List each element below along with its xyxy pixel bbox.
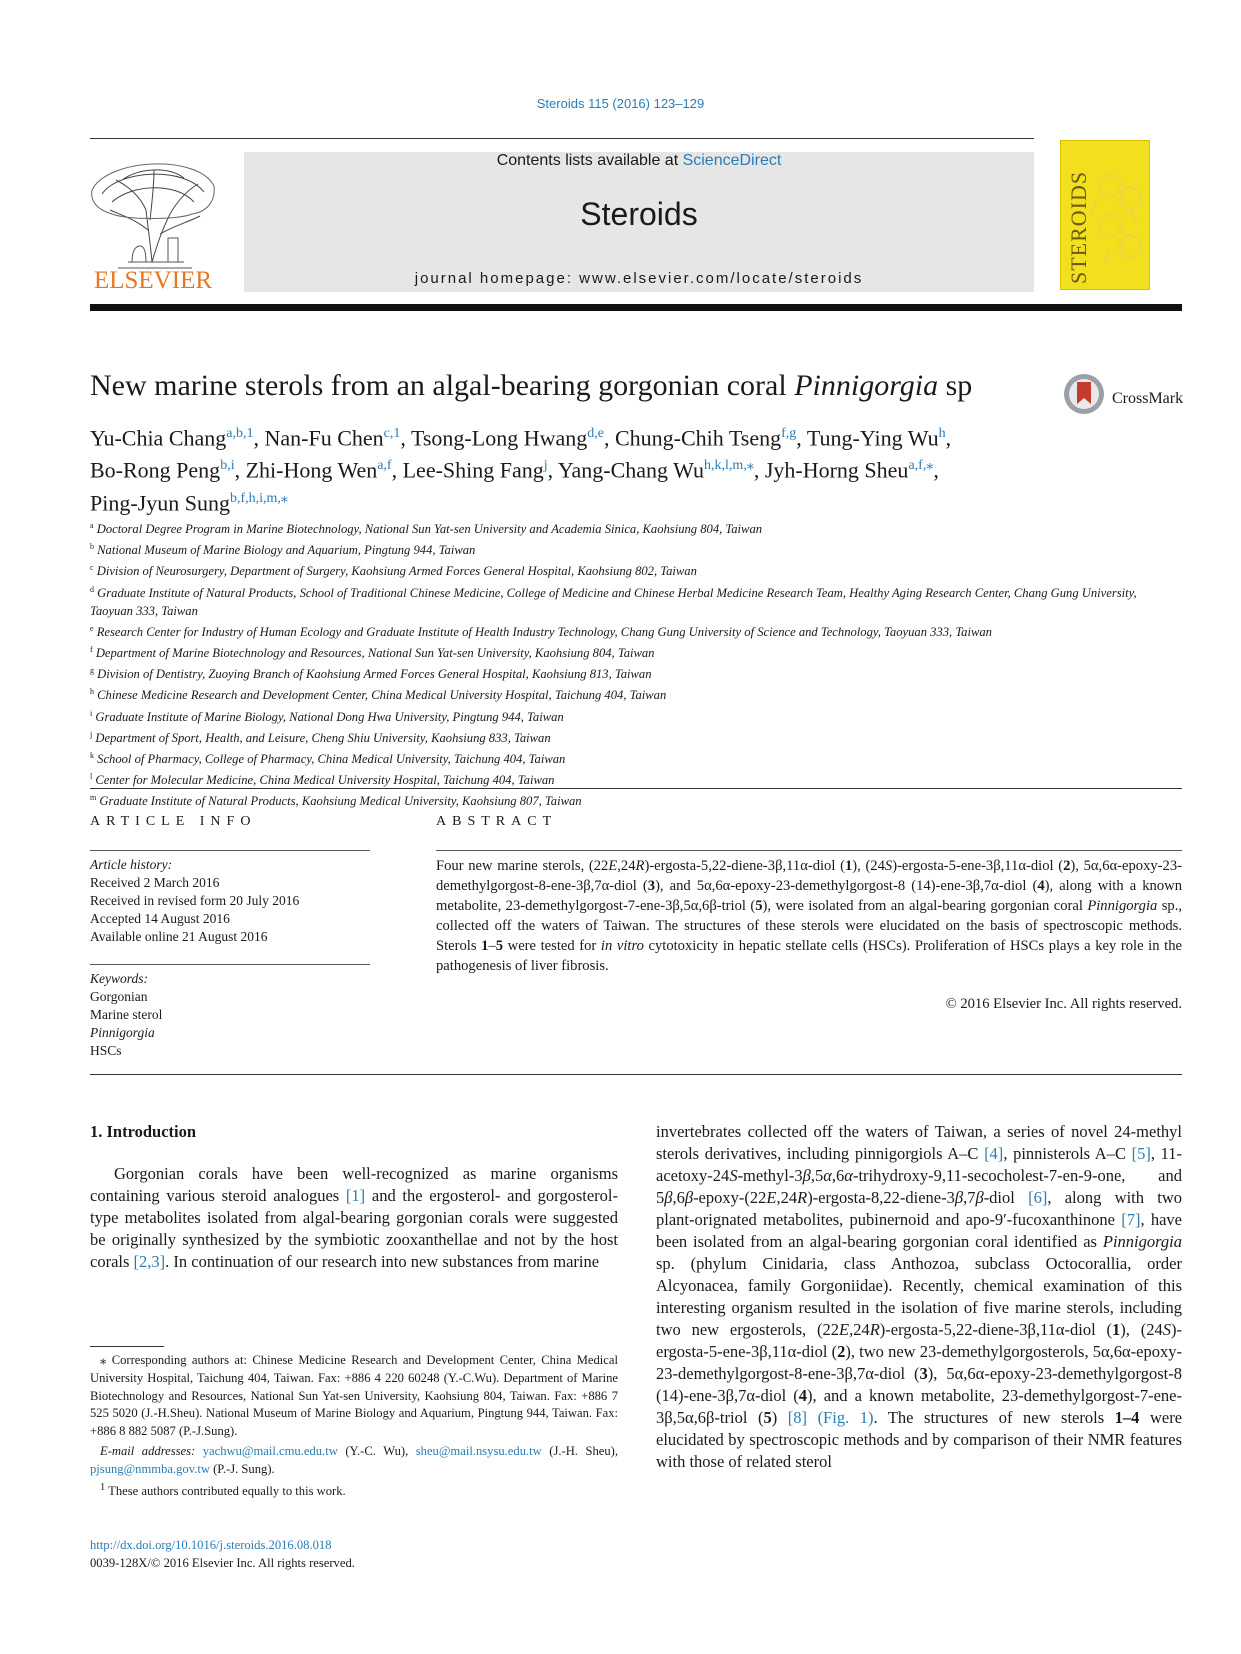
affiliation-text: School of Pharmacy, College of Pharmacy, China Medical University, Taichung 404, Taiwan <box>97 752 566 767</box>
affiliation-key: k <box>90 750 94 760</box>
author-name[interactable]: Zhi-Hong Wen <box>245 457 378 483</box>
affiliation-key: a <box>90 521 94 530</box>
history-item: Received in revised form 20 July 2016 <box>90 893 300 908</box>
affiliation <box>90 747 1182 768</box>
doi-link[interactable]: http://dx.doi.org/10.1016/j.steroids.2016.08.018 <box>90 1538 332 1552</box>
affiliation <box>90 705 1182 726</box>
author-list <box>90 420 1182 517</box>
info-rule <box>90 850 370 851</box>
info-rule <box>90 964 370 965</box>
abstract-copyright: © 2016 Elsevier Inc. All rights reserved. <box>945 996 1182 1012</box>
affiliation-text: Division of Dentistry, Zuoying Branch of Kaohsiung Armed Forces General Hospital, Kaohsiung 813, Taiwan <box>97 667 652 682</box>
reference-link[interactable]: [4] <box>984 1144 1004 1163</box>
svg-text:ELSEVIER: ELSEVIER <box>93 267 213 292</box>
affiliation-text: Graduate Institute of Natural Products, Kaohsiung Medical University, Kaohsiung 807, Taiwan <box>99 794 582 809</box>
reference-link[interactable]: [6] <box>1028 1188 1048 1207</box>
author-affiliation-marks[interactable]: j <box>543 458 548 474</box>
affiliation-text: Chinese Medicine Research and Development Center, China Medical University Hospital, Taichung 404, Taiwan <box>97 688 667 703</box>
crossmark-label: CrossMark <box>1112 390 1184 407</box>
author-affiliation-marks[interactable]: d,e <box>587 426 604 441</box>
journal-reference-link[interactable]: Steroids 115 (2016) 123–129 <box>536 96 705 111</box>
affiliation-text: National Museum of Marine Biology and Aquarium, Pingtung 944, Taiwan <box>97 543 476 558</box>
affiliation-text: Graduate Institute of Marine Biology, National Dong Hwa University, Pingtung 944, Taiwan <box>95 709 564 724</box>
author-separator: , <box>945 425 952 451</box>
affiliation-key: m <box>90 793 97 803</box>
keyword: Gorgonian <box>90 989 148 1004</box>
reference-link[interactable]: [1] <box>345 1186 366 1205</box>
author-separator: , <box>400 425 411 451</box>
author-name[interactable]: Ping-Jyun Sung <box>90 489 230 515</box>
author-affiliation-marks[interactable]: c,1 <box>383 426 401 441</box>
keywords <box>90 970 380 1060</box>
affiliation-key: f <box>90 644 93 654</box>
affiliation <box>90 559 1182 580</box>
affiliation <box>90 683 1182 704</box>
affiliation <box>90 768 1182 789</box>
article-info-heading: ARTICLE INFO <box>90 814 257 829</box>
affiliation-key: b <box>90 542 94 552</box>
title-prefix: New marine sterols from an algal-bearing gorgonian coral <box>90 369 795 402</box>
keyword: HSCs <box>90 1043 122 1058</box>
author-affiliation-marks[interactable]: f,g <box>781 426 797 441</box>
contents-line <box>244 152 1034 170</box>
reference-link[interactable]: [8] <box>787 1408 808 1427</box>
email-link[interactable]: sheu@mail.nsysu.edu.tw <box>415 1443 542 1458</box>
affiliation-key: e <box>90 623 94 633</box>
affiliation-key: d <box>90 584 94 594</box>
affiliation <box>90 726 1182 747</box>
section-rule <box>90 788 1182 789</box>
affiliation <box>90 662 1182 683</box>
author-name[interactable]: Nan-Fu Chen <box>264 425 384 451</box>
introduction-heading: 1. Introduction <box>90 1122 197 1141</box>
affiliation <box>90 641 1182 662</box>
author-affiliation-marks[interactable]: a,b,1 <box>226 426 254 441</box>
author-affiliation-marks[interactable]: b,i <box>220 458 235 474</box>
affiliation-list <box>90 517 1182 810</box>
affiliation-key: g <box>90 666 94 676</box>
affiliation-text: Department of Sport, Health, and Leisure, Cheng Shiu University, Kaohsiung 833, Taiwan <box>95 730 551 745</box>
history-item: Received 2 March 2016 <box>90 875 220 890</box>
author-affiliation-marks[interactable]: b,f,h,i,m,⁎ <box>229 490 288 506</box>
keyword: Marine sterol <box>90 1007 163 1022</box>
footnote-rule <box>90 1346 164 1347</box>
issn-line: 0039-128X/© 2016 Elsevier Inc. All rights reserved. <box>90 1556 355 1570</box>
article-history <box>90 856 380 946</box>
reference-link[interactable]: [7] <box>1121 1210 1141 1229</box>
author-name[interactable]: Chung-Chih Tseng <box>614 425 782 451</box>
affiliation-key: j <box>90 729 93 739</box>
author-separator: , <box>391 457 403 483</box>
history-item: Accepted 14 August 2016 <box>90 911 230 926</box>
header-top-rule <box>90 138 1034 139</box>
affiliation-text: Doctoral Degree Program in Marine Biotechnology, National Sun Yat-sen University and Academia Sinica, Kaohsiung 804, Taiwan <box>96 522 763 537</box>
author-separator: , <box>603 425 615 451</box>
footnotes: ⁎ Corresponding authors at: Chinese Medicine Research and Development Center, China Medical University Hospital, Taichung 404, Taiwan. Fax: +886 4 220 60248 (Y.-C.Wu). Department of Marine Biotechnology and Resources, National Sun Yat-sen University, Kaohsiung 804, Taiwan. Fax: +886 7 525 5020 (J.-H.Sheu). National Museum of Marine Biology and Aquarium, Pingtung 944, Taiwan. Fax: +886 8 882 5087 (P.-J.Sung). E-mail addresses: yachwu@mail.cmu.edu.tw (Y.-C. Wu), sheu@mail.nsysu.edu.tw (J.-H. Sheu), pjsung@nmmba.gov.tw (P.-J. Sung). $^1$ These authors contributed equally to this work. <box>90 1353 619 1498</box>
author-name[interactable]: Bo-Rong Peng <box>90 457 221 483</box>
author-separator: , <box>234 457 246 483</box>
affiliation-text: Department of Marine Biotechnology and Resources, National Sun Yat-sen University, Kaohsiung 804, Taiwan <box>95 646 655 661</box>
affiliation-key: i <box>90 708 93 718</box>
abstract-text: Four new marine sterols, (22E,24R)-ergosta-5,22-diene-3β,11α-diol (1), (24S)-ergosta-5-ene-3β,11α-diol (2), 5α,6α-epoxy-23-demethylgorgost-8-ene-3β,7α-diol (3), and 5α,6α-epoxy-23-demethylgorgost-8 (14)-ene-3β,7α-diol (4), along with a known metabolite, 23-demethylgorgost-7-ene-3β,5α,6β-triol (5), were isolated from an algal-bearing gorgonian coral Pinnigorgia sp., collected off the waters of Taiwan. The structures of these sterols were elucidated on the basis of spectroscopic methods. Sterols 1–5 were tested for in vitro cytotoxicity in hepatic stellate cells (HSCs). Proliferation of HSCs plays a key role in the pathogenesis of liver fibrosis. <box>436 858 1183 974</box>
affiliation-text: Division of Neurosurgery, Department of Surgery, Kaohsiung Armed Forces General Hospital, Kaohsiung 802, Taiwan <box>96 564 697 579</box>
author-separator: , <box>796 425 807 451</box>
keywords-label: Keywords: <box>90 971 148 986</box>
doi-block <box>90 1536 618 1572</box>
journal-cover-thumbnail <box>1060 140 1150 290</box>
author-separator: , <box>933 457 939 483</box>
reference-link[interactable]: [2,3] <box>133 1252 166 1271</box>
affiliation-key: l <box>90 772 93 782</box>
title-suffix: sp <box>938 369 973 402</box>
abstract-heading: ABSTRACT <box>436 814 558 829</box>
author-name[interactable]: Yang-Chang Wu <box>557 457 705 483</box>
sciencedirect-link[interactable]: ScienceDirect <box>682 152 782 169</box>
figure-link[interactable]: (Fig. 1) <box>817 1408 874 1427</box>
author-name[interactable]: Jyh-Horng Sheu <box>764 457 909 483</box>
affiliation <box>90 789 1182 810</box>
title-genus: Pinnigorgia <box>794 369 939 402</box>
journal-homepage-link[interactable]: journal homepage: www.elsevier.com/locate/steroids <box>414 270 864 287</box>
affiliation <box>90 620 1182 641</box>
affiliation-text: Graduate Institute of Natural Products, School of Traditional Chinese Medicine, College of Medicine and Chinese Herbal Medicine Research Team, Healthy Aging Research Center, Chang Gung University, Taoyuan 333, Taiwan <box>90 585 1137 618</box>
affiliation-key: h <box>90 687 94 697</box>
affiliation <box>90 581 1182 620</box>
header-thick-rule <box>90 304 1182 311</box>
email-link[interactable]: yachwu@mail.cmu.edu.tw <box>202 1443 338 1458</box>
affiliation-text: Center for Molecular Medicine, China Medical University Hospital, Taichung 404, Taiwan <box>95 773 555 788</box>
section-rule <box>90 1074 1182 1075</box>
author-name[interactable]: Tung-Ying Wu <box>806 425 939 451</box>
author-name[interactable]: Yu-Chia Chang <box>90 425 227 451</box>
journal-name: Steroids <box>580 196 698 232</box>
affiliation-text: Research Center for Industry of Human Ecology and Graduate Institute of Health Industry Technology, Chang Gung University of Science and Technology, Taoyuan 333, Taiwan <box>96 624 992 639</box>
author-separator: , <box>253 425 265 451</box>
contents-prefix: Contents lists available at <box>496 152 683 169</box>
elsevier-logo <box>88 150 218 292</box>
author-name[interactable]: Lee-Shing Fang <box>402 457 544 483</box>
crossmark-icon <box>1062 372 1106 416</box>
history-label: Article history: <box>90 857 173 872</box>
elsevier-tree-icon <box>88 150 218 292</box>
author-affiliation-marks[interactable]: a,f <box>377 458 392 474</box>
history-item: Available online 21 August 2016 <box>90 929 268 944</box>
author-affiliation-marks[interactable]: h,k,l,m,⁎ <box>704 458 754 474</box>
body-column-right: invertebrates collected off the waters of Taiwan, a series of novel 24-methyl sterols derivatives, including pinnigorgiols A–C [4], pinnisterols A–C [5], 11-acetoxy-24S-methyl-3β,5α,6α-trihydroxy-9,11-secocholest-7-en-9-one, and 5β,6β-epoxy-(22E,24R)-ergosta-8,22-diene-3β,7β-diol [6], along with two plant-orignated metabolites, pubinernoid and apo-9′-fucoxanthinone [7], have been isolated from an algal-bearing gorgonian coral identified as Pinnigorgia sp. (phylum Cinidaria, class Anthozoa, subclass Octocorallia, order Alcyonacea, family Gorgoniidae). Recently, chemical examination of this interesting organism resulted in the isolation of five marine sterols, including two new ergosterols, (22E,24R)-ergosta-5,22-diene-3β,11α-diol (1), (24S)-ergosta-5-ene-3β,11α-diol (2), two new 23-demethylgorgosterols, 5α,6α-epoxy-23-demethylgorgost-8-ene-3β,7α-diol (3), 5α,6α-epoxy-23-demethylgorgost-8 (14)-ene-3β,7α-diol (4), and a known metabolite, 23-demethylgorgost-7-ene-3β,5α,6β-triol (5) [8] (Fig. 1). The structures of new sterols 1–4 were elucidated by spectroscopic methods and by comparison of their NMR features with those of related sterol <box>656 1122 1183 1471</box>
affiliation <box>90 517 1182 538</box>
abstract-rule <box>436 850 1182 851</box>
author-separator: , <box>547 457 558 483</box>
body-column-left: Gorgonian corals have been well-recognized as marine organisms containing various steroid analogues [1] and the ergosterol- and gorgosterol-type metabolites isolated from algal-bearing gorgonian corals were suggested be originally synthesized by the symbiotic zooxanthellae and not by the host corals [2,3]. In continuation of our research into new substances from marine <box>90 1164 619 1271</box>
email-link[interactable]: pjsung@nmmba.gov.tw <box>90 1461 210 1476</box>
equal-contribution-note: These authors contributed equally to this work. <box>108 1483 346 1498</box>
reference-link[interactable]: [5] <box>1131 1144 1151 1163</box>
author-separator: , <box>753 457 765 483</box>
author-name[interactable]: Tsong-Long Hwang <box>410 425 588 451</box>
affiliation <box>90 538 1182 559</box>
author-affiliation-marks[interactable]: a,f,⁎ <box>908 458 934 474</box>
author-affiliation-marks[interactable]: h <box>938 426 946 441</box>
cover-title: STEROIDS <box>1066 170 1091 284</box>
affiliation-key: c <box>90 563 94 573</box>
article-title <box>90 368 1050 404</box>
keyword: Pinnigorgia <box>90 1025 155 1040</box>
